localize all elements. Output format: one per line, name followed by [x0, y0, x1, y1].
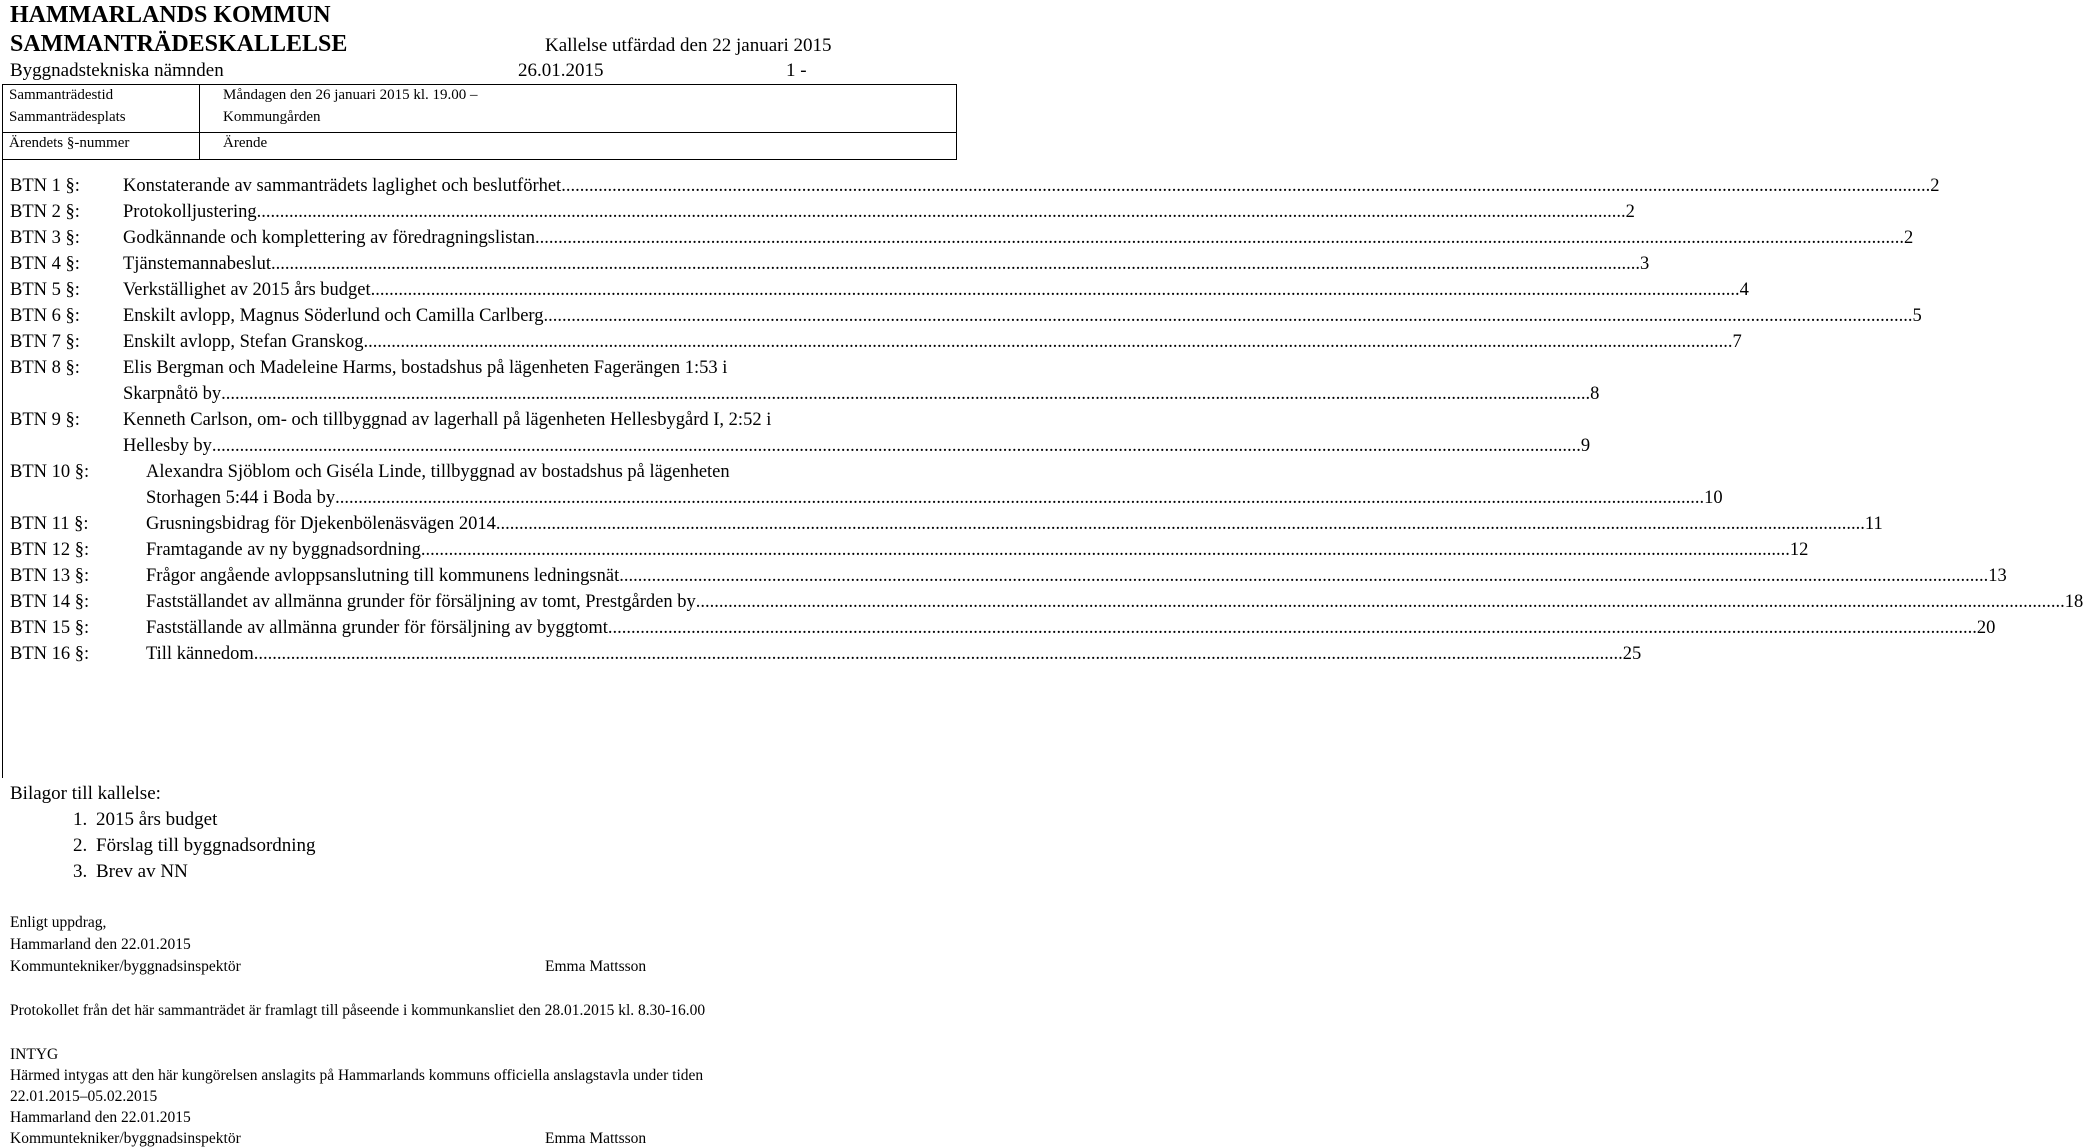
meeting-place-value: Kommungården: [223, 109, 321, 125]
dot-leader: [212, 433, 1581, 459]
margin-line: [2, 160, 3, 778]
agenda-item-code: BTN 11 §:: [10, 514, 89, 534]
agenda-item: [10, 511, 1883, 537]
agenda-item-page: 25: [1622, 644, 1642, 664]
issued-date: Kallelse utfärdad den 22 januari 2015: [545, 35, 832, 56]
dot-leader: [371, 277, 1740, 303]
agenda-item-title: Framtagande av ny byggnadsordning: [146, 540, 421, 560]
attachments-title: Bilagor till kallelse:: [10, 783, 161, 804]
agenda-item-title: Godkännande och komplettering av föredragningslistan: [123, 228, 536, 248]
agenda-item-code: BTN 1 §:: [10, 176, 80, 196]
certificate-period: 22.01.2015–05.02.2015: [10, 1088, 158, 1105]
agenda-item-title: Enskilt avlopp, Stefan Granskog: [123, 332, 364, 352]
agenda-item-code: BTN 7 §:: [10, 332, 80, 352]
signature-place-date: Hammarland den 22.01.2015: [10, 936, 191, 953]
dot-leader: [257, 199, 1626, 225]
meeting-time-value: Måndagen den 26 januari 2015 kl. 19.00 –: [223, 87, 478, 103]
agenda-item-title: Grusningsbidrag för Djekenbölenäsvägen 2014: [146, 514, 496, 534]
signature-intro: Enligt uppdrag,: [10, 914, 107, 931]
agenda-item-page: 12: [1789, 540, 1809, 560]
agenda-item-title: Kenneth Carlson, om- och tillbyggnad av lagerhall på lägenheten Hellesbygård I, 2:52 i: [123, 410, 772, 430]
agenda-item-page: 11: [1864, 514, 1883, 534]
agenda-item-code: BTN 10 §:: [10, 462, 90, 482]
agenda-item-code: BTN 15 §:: [10, 618, 90, 638]
dot-leader: [271, 251, 1640, 277]
page-number: 1 -: [786, 60, 807, 81]
dot-leader: [496, 511, 1865, 537]
agenda-item-page: 4: [1739, 280, 1749, 300]
agenda-item-title: Frågor angående avloppsanslutning till kommunens ledningsnät: [146, 566, 620, 586]
case-subject-label: Ärende: [223, 135, 268, 151]
dot-leader: [543, 303, 1912, 329]
meeting-date: 26.01.2015: [518, 60, 604, 81]
agenda-item: [10, 225, 1914, 251]
agenda-item: [10, 407, 1591, 459]
agenda-item-code: BTN 13 §:: [10, 566, 90, 586]
agenda-item-page: 10: [1704, 488, 1723, 508]
protocol-notice: Protokollet från det här sammanträdet är framlagt till påseende i kommunkansliet den 28.01.2015 kl. 8.30-16.00: [10, 1002, 706, 1019]
meeting-place-label: Sammanträdesplats: [9, 109, 126, 125]
certificate-name: Emma Mattsson: [545, 1130, 647, 1147]
table-divider: [3, 132, 956, 133]
agenda-item-code: BTN 5 §:: [10, 280, 80, 300]
attachment-item: 2. Förslag till byggnadsordning: [92, 833, 316, 859]
agenda-item-code: BTN 9 §:: [10, 410, 80, 430]
attachments-section: [10, 781, 316, 885]
agenda-item-page: 2: [1904, 228, 1914, 248]
dot-leader: [561, 173, 1930, 199]
attachment-item: 3. Brev av NN: [92, 859, 316, 885]
agenda-item-title: Verkställighet av 2015 års budget: [123, 280, 371, 300]
dot-leader: [535, 225, 1904, 251]
agenda-item-title: Protokolljustering: [123, 202, 257, 222]
dot-leader: [696, 589, 2065, 615]
document-type: SAMMANTRÄDESKALLELSE: [10, 31, 348, 57]
agenda-item: [10, 199, 1635, 225]
case-number-label: Ärendets §-nummer: [9, 135, 130, 151]
agenda-item: [10, 355, 1600, 407]
agenda-item-page: 5: [1912, 306, 1922, 326]
agenda-item: [10, 251, 1650, 277]
agenda-item-page: 8: [1590, 384, 1600, 404]
agenda-item-title: Storhagen 5:44 i Boda by: [146, 488, 336, 508]
signature-name: Emma Mattsson: [545, 958, 647, 975]
agenda-item: [10, 537, 1809, 563]
agenda-item-code: BTN 16 §:: [10, 644, 90, 664]
agenda-item-title: Tjänstemannabeslut: [123, 254, 271, 274]
agenda-item: [10, 641, 1642, 667]
agenda-item-title: Fastställande av allmänna grunder för försäljning av byggtomt: [146, 618, 608, 638]
agenda-item: [10, 615, 1996, 641]
certificate-title: INTYG: [10, 1046, 59, 1063]
agenda-item-code: BTN 12 §:: [10, 540, 90, 560]
certificate-text: Härmed intygas att den här kungörelsen anslagits på Hammarlands kommuns officiella anslagstavla under tiden: [10, 1067, 704, 1084]
agenda-item-title: Hellesby by: [123, 436, 212, 456]
agenda-item: [10, 329, 1742, 355]
agenda-item-title: Alexandra Sjöblom och Giséla Linde, tillbyggnad av bostadshus på lägenheten: [146, 462, 730, 482]
agenda-item: [10, 563, 2007, 589]
table-divider: [199, 85, 200, 159]
agenda-item: [10, 303, 1922, 329]
board-name: Byggnadstekniska nämnden: [10, 60, 224, 81]
agenda-item-code: BTN 6 §:: [10, 306, 80, 326]
agenda-item-title: Elis Bergman och Madeleine Harms, bostadshus på lägenheten Fagerängen 1:53 i: [123, 358, 728, 378]
agenda-item-code: BTN 14 §:: [10, 592, 90, 612]
agenda-item-title: Till kännedom: [146, 644, 254, 664]
agenda-item: [10, 277, 1749, 303]
agenda-item-code: BTN 3 §:: [10, 228, 80, 248]
agenda-item-title: Konstaterande av sammanträdets laglighet och beslutförhet: [123, 176, 562, 196]
certificate-place-date: Hammarland den 22.01.2015: [10, 1109, 191, 1126]
attachment-item: 1. 2015 års budget: [92, 807, 316, 833]
signature-role: Kommuntekniker/byggnadsinspektör: [10, 958, 241, 975]
agenda-item-page: 3: [1639, 254, 1650, 274]
agenda-item: [10, 589, 2083, 615]
dot-leader: [254, 641, 1623, 667]
meeting-info-table: [2, 84, 957, 160]
attachments-list: [10, 807, 316, 885]
municipality-name: HAMMARLANDS KOMMUN: [10, 2, 331, 28]
agenda-item-page: 7: [1732, 332, 1742, 352]
dot-leader: [335, 485, 1704, 511]
agenda-item-page: 13: [1988, 566, 2007, 586]
dot-leader: [619, 563, 1988, 589]
dot-leader: [221, 381, 1590, 407]
agenda-item-title: Fastställandet av allmänna grunder för försäljning av tomt, Prestgården by: [146, 592, 696, 612]
agenda-item-title: Skarpnåtö by: [123, 384, 222, 404]
agenda-item-page: 2: [1930, 176, 1940, 196]
agenda-item-code: BTN 4 §:: [10, 254, 80, 274]
agenda-item-page: 9: [1580, 436, 1591, 456]
agenda-item-code: BTN 2 §:: [10, 202, 80, 222]
agenda-item-page: 2: [1625, 202, 1635, 222]
agenda-list: [10, 173, 2083, 667]
agenda-item-title: Enskilt avlopp, Magnus Söderlund och Camilla Carlberg: [123, 306, 544, 326]
agenda-item-page: 20: [1976, 618, 1996, 638]
agenda-item-page: 18: [2064, 592, 2083, 612]
dot-leader: [363, 329, 1732, 355]
agenda-item-code: BTN 8 §:: [10, 358, 80, 378]
dot-leader: [421, 537, 1790, 563]
agenda-item: [10, 173, 1940, 199]
certificate-role: Kommuntekniker/byggnadsinspektör: [10, 1130, 241, 1147]
agenda-item: [10, 459, 1723, 511]
dot-leader: [608, 615, 1977, 641]
meeting-time-label: Sammanträdestid: [9, 87, 114, 103]
